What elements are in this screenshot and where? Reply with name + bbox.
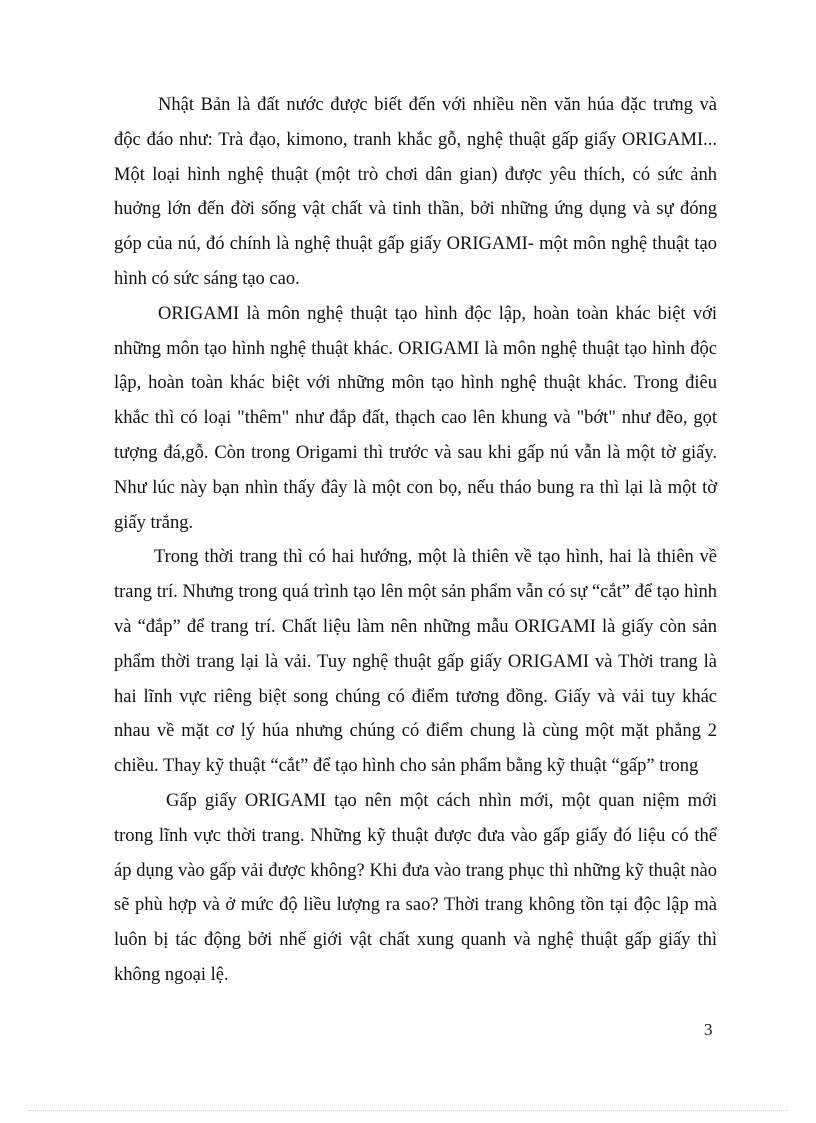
paragraph-japan-origami-intro: Nhật Bản là đất nước được biết đến với nhiều nền văn húa đặc trưng và độc đáo như: Trà đạo, kimono, tranh khắc gỗ, nghệ thuật gấp giấy ORIGAMI... Một loại hình nghệ thuật (một trò chơi dân gian) được yêu thích, có sức ảnh huởng lớn đến đời sống vật chất và tinh thần, bởi những ứng dụng và sự đóng góp của nú, đó chính là nghệ thuật gấp giấy ORIGAMI- một môn nghệ thuật tạo hình có sức sáng tạo cao. bbox=[114, 95, 717, 289]
paragraph-origami-independent-art: ORIGAMI là môn nghệ thuật tạo hình độc lập, hoàn toàn khác biệt với những môn tạo hình nghệ thuật khác. ORIGAMI là môn nghệ thuật tạo hình độc lập, hoàn toàn khác biệt với những môn tạo hình nghệ thuật khác. Trong điêu khắc thì có loại "thêm" như đắp đất, thạch cao lên khung và "bớt" như đẽo, gọt tượng đá,gỗ. Còn trong Origami thì trước và sau khi gấp nú vẫn là một tờ giấy. Như lúc này bạn nhìn thấy đây là một con bọ, nếu tháo bung ra thì lại là một tờ giấy trắng. bbox=[114, 303, 717, 533]
paragraph-new-perspective: Gấp giấy ORIGAMI tạo nên một cách nhìn mới, một quan niệm mới trong lĩnh vực thời trang. Những kỹ thuật được đưa vào gấp giấy đó liệu có thể áp dụng vào gấp vải được không? Khi đưa vào trang phục thì những kỹ thuật nào sẽ phù hợp và ở mức độ liều lượng ra sao? Thời trang không tồn tại độc lập mà luôn bị tác động bởi nhế giới vật chất xung quanh và nghệ thuật gấp giấy thì không ngoại lệ. bbox=[114, 790, 717, 985]
page-number: 3 bbox=[704, 1020, 713, 1039]
paragraph-fashion-directions: Trong thời trang thì có hai hướng, một là thiên về tạo hình, hai là thiên về trang trí. Nhưng trong quá trình tạo lên một sản phẩm vẫn có sự “cắt” để tạo hình và “đắp” để trang trí. Chất liệu làm nên những mẫu ORIGAMI là giấy còn sản phẩm thời trang lại là vải. Tuy nghệ thuật gấp giấy ORIGAMI và Thời trang là hai lĩnh vực riêng biệt song chúng có điểm tương đồng. Giấy và vải tuy khác nhau về mặt cơ lý húa nhưng chúng có điểm chung là cùng một mặt phẳng 2 chiều. Thay kỹ thuật “cắt” để tạo hình cho sản phẩm bằng kỹ thuật “gấp” trong bbox=[114, 547, 717, 777]
body-text bbox=[114, 88, 717, 993]
page-bottom-divider bbox=[28, 1110, 788, 1111]
